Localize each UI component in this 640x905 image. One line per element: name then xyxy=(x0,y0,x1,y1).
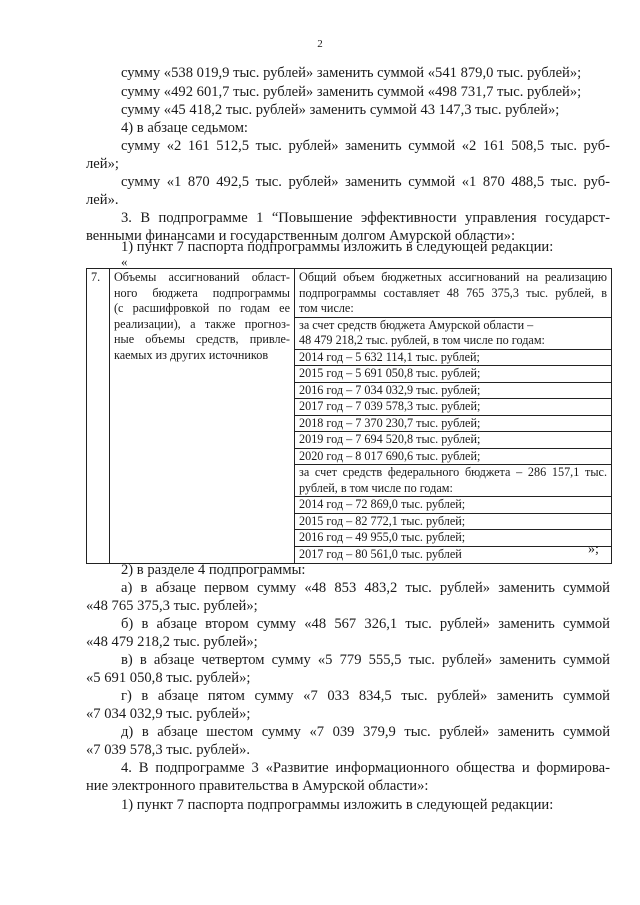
text-line: «48 765 375,3 тыс. рублей»; xyxy=(86,598,258,614)
text-line: 3. В подпрограмме 1 “Повышение эффективности управления государст- xyxy=(121,210,610,226)
text-line: сумму «2 161 512,5 тыс. рублей» заменить суммой «2 161 508,5 тыс. руб- xyxy=(121,138,610,154)
text-line: венными финансами и государственным долгом Амурской области»: xyxy=(86,228,516,244)
text-line: 1) пункт 7 паспорта подпрограммы изложить в следующей редакции: xyxy=(121,797,554,813)
text-line: лей». xyxy=(86,192,119,208)
cell-line: Объемы ассигнований област- xyxy=(114,270,290,284)
cell-line: ного бюджета подпрограммы xyxy=(114,285,290,300)
text-line: «5 691 050,8 тыс. рублей»; xyxy=(86,670,251,686)
passport-table xyxy=(86,268,612,564)
federal-year: 2017 год – 80 561,0 тыс. рублей xyxy=(299,546,462,561)
row-number: 7. xyxy=(87,269,110,564)
regional-year: 2014 год – 5 632 114,1 тыс. рублей; xyxy=(294,350,612,367)
text-line: сумму «1 870 492,5 тыс. рублей» заменить суммой «1 870 488,5 тыс. руб- xyxy=(121,174,610,190)
cell-line: за счет средств бюджета Амурской области – xyxy=(299,317,534,332)
cell-line: том числе: xyxy=(299,301,354,315)
text-line: г) в абзаце пятом сумму «7 033 834,5 тыс. рублей» заменить суммой xyxy=(121,688,610,704)
cell-line: 48 479 218,2 тыс. рублей, в том числе по годам: xyxy=(299,333,545,347)
text-line: лей»; xyxy=(86,156,119,172)
federal-intro xyxy=(294,465,612,497)
regional-year: 2019 год – 7 694 520,8 тыс. рублей; xyxy=(294,432,612,449)
text-line: 1) пункт 7 паспорта подпрограммы изложить в следующей редакции: xyxy=(121,239,554,255)
text-line: а) в абзаце первом сумму «48 853 483,2 тыс. рублей» заменить суммой xyxy=(121,580,610,596)
regional-year: 2016 год – 7 034 032,9 тыс. рублей; xyxy=(294,383,612,400)
regional-year: 2017 год – 7 039 578,3 тыс. рублей; xyxy=(294,399,612,416)
text-line: ние электронного правительства в Амурской области»: xyxy=(86,778,429,794)
text-line: сумму «492 601,7 тыс. рублей» заменить суммой «498 731,7 тыс. рублей»; xyxy=(121,84,582,100)
federal-year: 2015 год – 82 772,1 тыс. рублей; xyxy=(294,514,612,531)
text-line: 4. В подпрограмме 3 «Развитие информационного общества и формирова- xyxy=(121,760,610,776)
regional-year: 2015 год – 5 691 050,8 тыс. рублей; xyxy=(294,366,612,383)
cell-line: Общий объем бюджетных ассигнований на реализацию xyxy=(299,270,607,284)
text-line: «7 034 032,9 тыс. рублей»; xyxy=(86,706,251,722)
text-line: в) в абзаце четвертом сумму «5 779 555,5 тыс. рублей» заменить суммой xyxy=(121,652,610,668)
text-line: «7 039 578,3 тыс. рублей». xyxy=(86,742,251,758)
text-line: сумму «538 019,9 тыс. рублей» заменить суммой «541 879,0 тыс. рублей»; xyxy=(121,65,582,81)
text-line: «48 479 218,2 тыс. рублей»; xyxy=(86,634,258,650)
federal-year: 2014 год – 72 869,0 тыс. рублей; xyxy=(294,497,612,514)
row-content xyxy=(295,269,612,564)
text-line: сумму «45 418,2 тыс. рублей» заменить суммой 43 147,3 тыс. рублей»; xyxy=(121,102,560,118)
row-title xyxy=(110,269,295,564)
text-line: 2) в разделе 4 подпрограммы: xyxy=(121,562,306,578)
regional-year: 2018 год – 7 370 230,7 тыс. рублей; xyxy=(294,416,612,433)
cell-line: каемых из других источников xyxy=(114,347,269,362)
text-line: д) в абзаце шестом сумму «7 039 379,9 тыс. рублей» заменить суммой xyxy=(121,724,610,740)
page-number: 2 xyxy=(317,38,323,50)
regional-intro xyxy=(294,318,612,350)
closing-quote: »; xyxy=(588,542,599,557)
opening-quote: « xyxy=(121,254,128,269)
federal-year: 2016 год – 49 955,0 тыс. рублей; xyxy=(294,530,612,547)
text-line: 4) в абзаце седьмом: xyxy=(121,120,248,136)
cell-line: рублей, в том числе по годам: xyxy=(299,480,453,495)
text-line: б) в абзаце втором сумму «48 567 326,1 тыс. рублей» заменить суммой xyxy=(121,616,610,632)
cell-line: реализации), а также прогноз- xyxy=(114,316,290,331)
funding-intro xyxy=(294,270,612,318)
cell-line: ные объемы средств, привле- xyxy=(114,332,290,346)
cell-line: (с расшифровкой по годам ее xyxy=(114,301,290,315)
regional-year: 2020 год – 8 017 690,6 тыс. рублей; xyxy=(294,449,612,466)
cell-line: за счет средств федерального бюджета – 286 157,1 тыс. xyxy=(299,465,607,479)
cell-line: подпрограммы составляет 48 765 375,3 тыс. рублей, в xyxy=(299,285,607,300)
table-row xyxy=(87,269,612,564)
